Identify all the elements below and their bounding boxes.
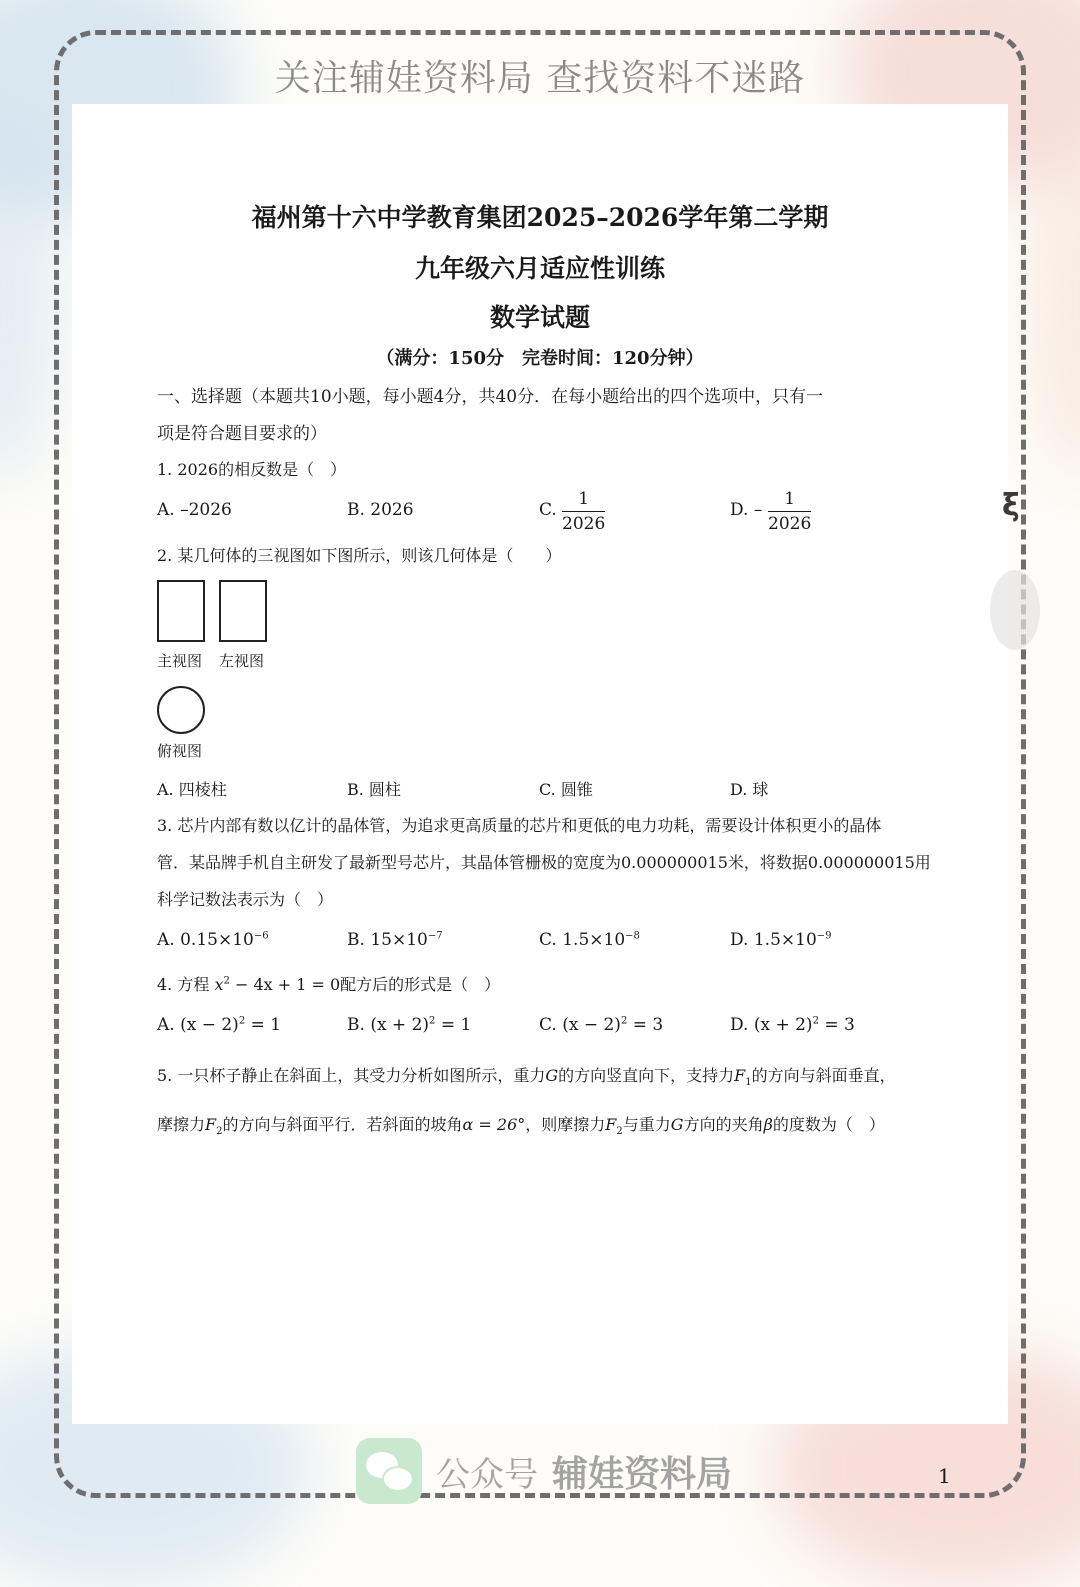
q4-option-b xyxy=(347,1015,471,1035)
q4-b-label: B. xyxy=(347,1015,365,1035)
q3-option-d xyxy=(730,930,832,950)
q5-l1-F: F xyxy=(734,1066,746,1085)
q5-stem-line2 xyxy=(157,1112,885,1137)
q1-c-numerator: 1 xyxy=(562,487,605,512)
q5-l1-F-sub: 1 xyxy=(745,1077,752,1089)
footer-banner-label: 公众号 xyxy=(436,1454,538,1495)
q2-stem: 2. 某几何体的三视图如下图所示，则该几何体是（ ） xyxy=(157,546,562,565)
exam-title-grade: 九年级六月适应性训练 xyxy=(414,254,665,283)
q5-l1-a: 5. 一只杯子静止在斜面上，其受力分析如图所示，重力 xyxy=(157,1066,546,1085)
front-view-label: 主视图 xyxy=(157,652,203,670)
q5-l2-F-sub: 2 xyxy=(216,1126,223,1138)
q2-option-c: C. 圆锥 xyxy=(539,780,593,799)
q5-l2-alpha: α = 26° xyxy=(462,1115,526,1134)
q5-l2-G: G xyxy=(670,1115,684,1134)
q3-c-label: C. xyxy=(539,930,557,950)
q3-d-base: 1.5×10 xyxy=(753,930,817,950)
left-view-rectangle xyxy=(219,580,267,642)
q4-stem-suffix: 配方后的形式是（ ） xyxy=(340,975,501,994)
q4-stem-prefix: 4. 方程 xyxy=(157,975,210,994)
section-heading-line2: 项是符合题目要求的） xyxy=(157,424,327,444)
exam-title-school: 福州第十六中学教育集团2025–2026学年第二学期 xyxy=(251,203,829,232)
q5-l2-f: 的度数为（ ） xyxy=(772,1115,885,1134)
q3-option-c xyxy=(539,930,640,950)
q5-l2-e: 方向的夹角 xyxy=(683,1115,764,1134)
q3-stem-line1: 3. 芯片内部有数以亿计的晶体管，为追求更高质量的芯片和更低的电力功耗，需要设计体积更小的晶体 xyxy=(157,816,882,835)
footer-banner xyxy=(356,1438,732,1504)
q4-c-exp: 2 xyxy=(620,1015,628,1027)
q4-c-base: (x − 2) xyxy=(562,1015,621,1035)
q4-d-base: (x + 2) xyxy=(753,1015,813,1035)
left-view-label: 左视图 xyxy=(219,652,265,670)
q1-c-denominator: 2026 xyxy=(562,514,606,534)
q5-l1-b: 的方向竖直向下，支持力 xyxy=(558,1066,735,1085)
section-heading-line1: 一、选择题（本题共10小题，每小题4分，共40分．在每小题给出的四个选项中，只有一 xyxy=(157,387,824,407)
q1-d-denominator: 2026 xyxy=(768,514,812,534)
q3-d-label: D. xyxy=(730,930,749,950)
q3-option-a xyxy=(157,930,269,950)
q5-l2-F2: F xyxy=(605,1115,617,1134)
q3-c-base: 1.5×10 xyxy=(562,930,626,950)
top-view-circle xyxy=(157,686,205,734)
q1-option-b: B. 2026 xyxy=(347,500,414,520)
q3-option-b xyxy=(347,930,443,950)
q4-stem xyxy=(157,972,500,995)
q1-option-d-label: D. – xyxy=(730,500,763,520)
q5-l2-a: 摩擦力 xyxy=(157,1115,206,1134)
q2-option-a: A. 四棱柱 xyxy=(157,780,227,799)
q3-c-exp: −8 xyxy=(625,930,640,942)
q4-option-c xyxy=(539,1015,663,1035)
q5-stem-line1 xyxy=(157,1063,896,1088)
q4-b-rhs: = 1 xyxy=(435,1015,472,1035)
q4-c-rhs: = 3 xyxy=(627,1015,664,1035)
q3-b-label: B. xyxy=(347,930,365,950)
decorative-sphere xyxy=(990,570,1040,650)
header-banner: 关注辅娃资料局 查找资料不迷路 xyxy=(274,58,806,99)
q4-a-rhs: = 1 xyxy=(245,1015,282,1035)
q5-l2-c: ，则摩擦力 xyxy=(525,1115,606,1134)
q5-l2-b: 的方向与斜面平行．若斜面的坡角 xyxy=(222,1115,463,1134)
q5-l2-beta: β xyxy=(763,1115,773,1134)
q3-d-exp: −9 xyxy=(816,930,832,942)
page-number: 1 xyxy=(938,1464,951,1488)
q1-option-d-fraction xyxy=(768,487,811,536)
q1-option-c-label: C. xyxy=(539,500,557,520)
q4-eq-rest: − 4x + 1 = 0 xyxy=(229,975,341,994)
q4-b-exp: 2 xyxy=(429,1015,436,1027)
q1-stem: 1. 2026的相反数是（ ） xyxy=(157,460,347,479)
q5-l1-G: G xyxy=(545,1066,559,1085)
q1-option-a: A. –2026 xyxy=(157,500,232,520)
q4-a-label: A. xyxy=(157,1015,175,1035)
q4-b-base: (x + 2) xyxy=(370,1015,430,1035)
q3-b-exp: −7 xyxy=(427,930,443,942)
wechat-icon xyxy=(356,1438,422,1504)
q3-stem-line3: 科学记数法表示为（ ） xyxy=(157,890,334,909)
decorative-glyph: ξ xyxy=(1002,488,1020,523)
exam-subtitle: （满分：150分 完卷时间：120分钟） xyxy=(376,348,704,369)
q2-option-d: D. 球 xyxy=(730,780,769,799)
q4-d-rhs: = 3 xyxy=(818,1015,855,1035)
q3-a-exp: −6 xyxy=(253,930,269,942)
q2-option-b: B. 圆柱 xyxy=(347,780,401,799)
q3-a-label: A. xyxy=(157,930,175,950)
top-view-label: 俯视图 xyxy=(157,742,203,760)
q4-option-d xyxy=(730,1015,855,1035)
q1-d-numerator: 1 xyxy=(768,487,811,512)
q5-l2-F2-sub: 2 xyxy=(616,1126,623,1138)
q5-l1-c: 的方向与斜面垂直， xyxy=(751,1066,896,1085)
q3-stem-line2: 管．某品牌手机自主研发了最新型号芯片，其晶体管栅极的宽度为0.000000015米，将数据0.000000015用 xyxy=(157,853,931,872)
q5-l2-F: F xyxy=(205,1115,217,1134)
q4-option-a xyxy=(157,1015,281,1035)
q4-a-exp: 2 xyxy=(238,1015,246,1027)
q5-l2-d: 与重力 xyxy=(622,1115,671,1134)
q4-d-exp: 2 xyxy=(812,1015,819,1027)
front-view-rectangle xyxy=(157,580,205,642)
q1-option-c-fraction xyxy=(562,487,605,536)
q4-eq-x: x xyxy=(214,975,224,994)
q4-c-label: C. xyxy=(539,1015,557,1035)
q3-b-base: 15×10 xyxy=(370,930,428,950)
q4-eq-exp: 2 xyxy=(223,975,230,987)
q4-d-label: D. xyxy=(730,1015,749,1035)
footer-banner-name: 辅娃资料局 xyxy=(552,1453,733,1495)
exam-title-subject: 数学试题 xyxy=(489,303,590,332)
q4-a-base: (x − 2) xyxy=(180,1015,239,1035)
q3-a-base: 0.15×10 xyxy=(180,930,254,950)
